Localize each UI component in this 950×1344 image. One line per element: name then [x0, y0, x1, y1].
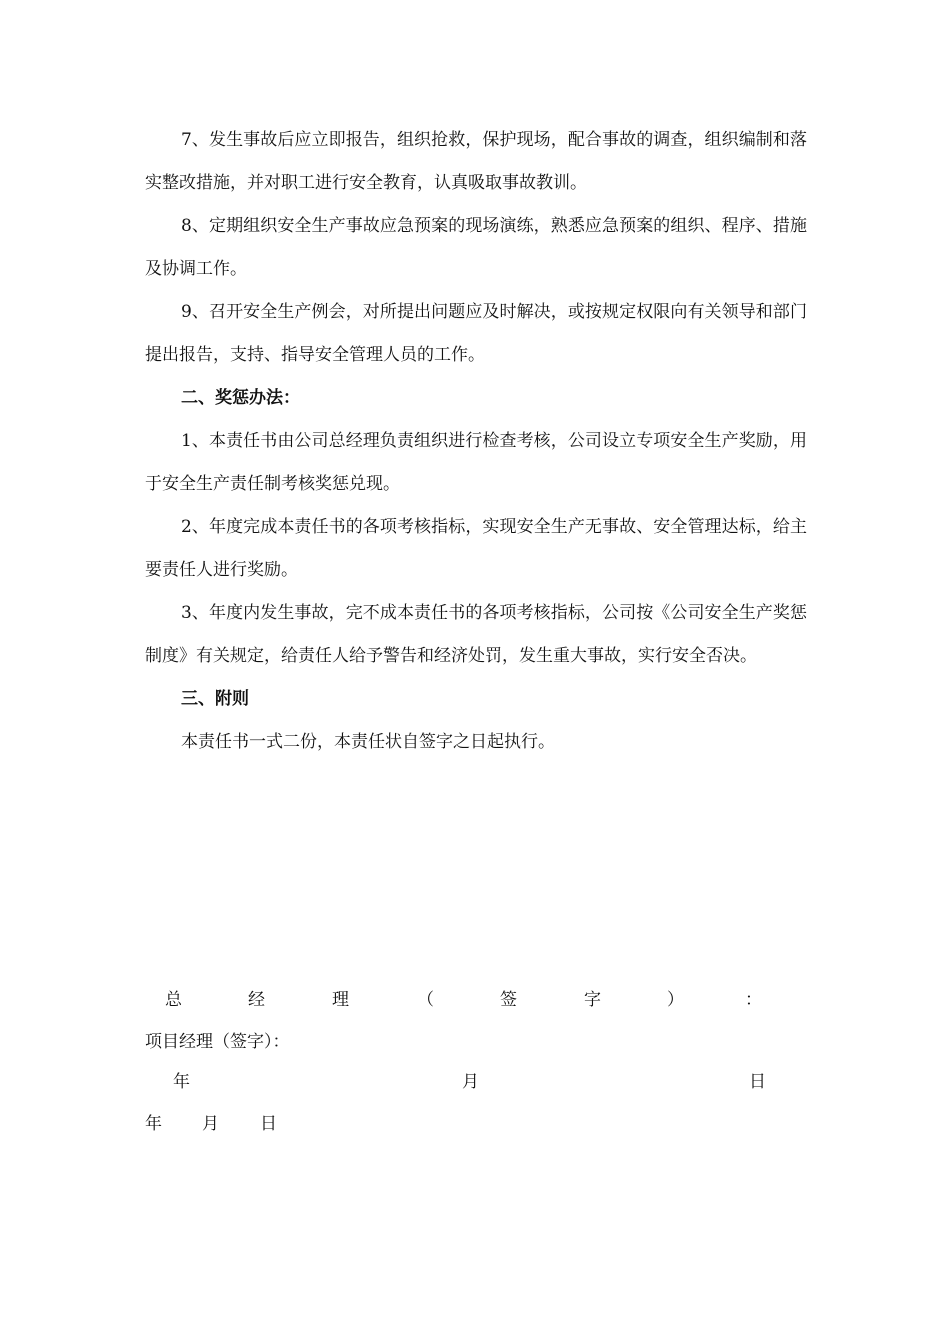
paragraph-item-8: 8、定期组织安全生产事故应急预案的现场演练，熟悉应急预案的组织、程序、措施及协调工作。: [145, 216, 807, 279]
date-month: 月: [202, 1114, 219, 1134]
gm-char: （: [417, 990, 434, 1010]
general-manager-signature-line: [145, 988, 807, 1012]
date-day: 日: [749, 1072, 766, 1092]
gm-char: 总: [165, 990, 182, 1010]
rewards-section: [145, 377, 807, 764]
date-year: 年: [145, 1114, 162, 1134]
section-heading-appendix: 三、附则: [181, 689, 249, 709]
date-year: 年: [173, 1072, 190, 1092]
gm-char: 字: [584, 990, 601, 1010]
pm-signature-label: 项目经理（签字）：: [145, 1032, 290, 1052]
date-line-1: [145, 1070, 807, 1094]
section-heading-rewards: 二、奖惩办法：: [181, 388, 300, 408]
gm-char: 经: [248, 990, 265, 1010]
rewards-item-3: 3、年度内发生事故，完不成本责任书的各项考核指标，公司按《公司安全生产奖惩制度》有关规定，给责任人给予警告和经济处罚，发生重大事故，实行安全否决。: [145, 603, 807, 666]
rewards-item-1: 1、本责任书由公司总经理负责组织进行检查考核，公司设立专项安全生产奖励，用于安全生产责任制考核奖惩兑现。: [145, 431, 807, 494]
paragraph-item-9: 9、召开安全生产例会，对所提出问题应及时解决，或按规定权限向有关领导和部门提出报告，支持、指导安全管理人员的工作。: [145, 302, 807, 365]
date-day: 日: [260, 1114, 277, 1134]
gm-char: ）: [667, 990, 684, 1010]
gm-char: ：: [745, 990, 762, 1010]
appendix-text: 本责任书一式二份，本责任状自签字之日起执行。: [181, 732, 555, 752]
gm-char: 签: [500, 990, 517, 1010]
date-month: 月: [462, 1072, 479, 1092]
paragraph-item-7: 7、发生事故后应立即报告，组织抢救，保护现场，配合事故的调查，组织编制和落实整改措施，并对职工进行安全教育，认真吸取事故教训。: [145, 130, 807, 193]
date-line-2: [145, 1112, 807, 1136]
project-manager-signature-line: [145, 1030, 807, 1054]
rewards-item-2: 2、年度完成本责任书的各项考核指标，实现安全生产无事故、安全管理达标，给主要责任人进行奖励。: [145, 517, 807, 580]
gm-char: 理: [332, 990, 349, 1010]
responsibilities-tail: [145, 119, 807, 377]
